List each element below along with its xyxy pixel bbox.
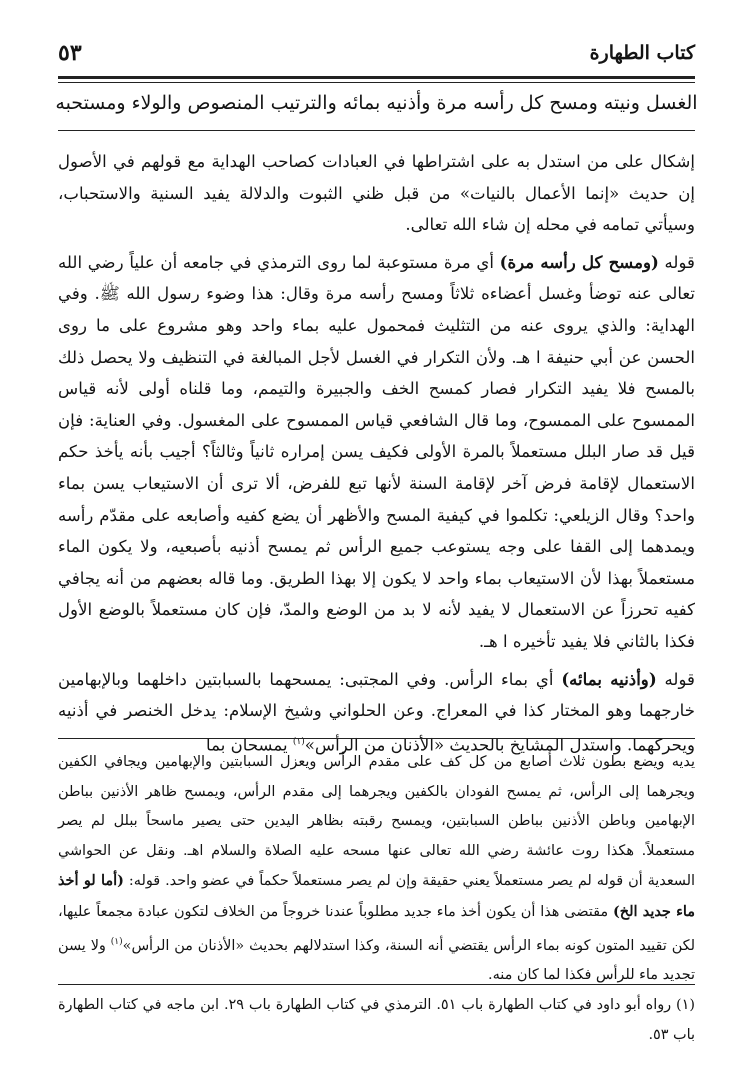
footnote-number: (١)	[676, 997, 695, 1013]
footnote-text: رواه أبو داود في كتاب الطهارة باب ٥١. الترمذي في كتاب الطهارة باب ٢٩. ابن ماجه في كتاب الطهارة باب ٥٣.	[58, 997, 695, 1043]
page-number: ٥٣	[58, 40, 82, 66]
hashiya-paragraph	[58, 748, 695, 991]
commentary-paragraph-1: إشكال على من استدل به على اشتراطها في العبادات كصاحب الهداية مع قولهم في الأصول إن حديث «إنما الأعمال بالنيات» من قبل ظني الثبوت والدلالة يفيد السنية والاستحباب، وسيأتي تمامه في محله إن شاء الله تعالى.	[58, 152, 695, 235]
running-header	[58, 36, 695, 76]
header-rule	[58, 76, 695, 79]
paragraph-text: أي مرة مستوعبة لما روى الترمذي في جامعه أن علياً رضي الله تعالى عنه توضأ وغسل أعضاءه ثلاثاً ومسح رأسه مرة وقال: هذا وضوء رسول الله ﷺ. وفي الهداية: والذي يروى عنه من التثليث فمحمول عليه بماء واحد وهو مشروع على ما روى الحسن عن أبي حنيفة ا هـ. ولأن التكرار في الغسل لأجل المبالغة في التنظيف ولا يحصل ذلك بالمسح فلا يفيد التكرار فصار كمسح الخف والجبيرة والتيمم، وما قلناه أولى لأنه قياس الممسوح على الممسوح، وما قال الشافعي قياس الممسوح على المغسول. وفي العناية: فإن قيل قد صار البلل مستعملاً بالمرة الأولى فكيف يسن إمراره ثانياً وثالثاً؟ أجيب بأنه يأخذ حكم الاستعمال لإقامة فرض آخر لإقامة السنة لأنها تبع للفرض، ألا ترى أن الاستيعاب يسن بماء واحد؟ وقال الزيلعي: تكلموا في كيفية المسح والأظهر أن يضع كفيه وأصابعه على مقدّم رأسه ويمدهما إلى القفا على وجه يستوعب جميع الرأس ثم يمسح أذنيه بأصبعيه، ولا يكون الماء مستعملاً بهذا لأن الاستيعاب بماء واحد لا يكون إلا بهذا الطريق. وما قاله بعضهم من أنه يجافي كفيه تحرزاً عن الاستعمال لا يفيد لأنه لا بد من الوضع والمدّ، فإن كان مستعملاً بالوضع الأول فكذا بالثاني فلا يفيد تأخيره ا هـ.	[58, 252, 695, 651]
quoted-matn: (أما لو أخذ ماء جديد الخ)	[58, 872, 696, 920]
footnote-rule	[58, 984, 695, 985]
paragraph-text: يمسحان بما	[206, 735, 288, 755]
hashiya-text-part: ولا يسن تجديد ماء للرأس فكذا لما كان منه.	[58, 937, 695, 983]
commentary-paragraph-3	[58, 664, 695, 761]
commentary-paragraph-2	[58, 247, 695, 658]
hashiya-rule	[58, 738, 695, 739]
footnote	[58, 990, 695, 1050]
paragraph-lead: قوله	[664, 252, 695, 272]
hashiya-text-part: مقتضى هذا أن يكون أخذ ماء جديد مطلوباً عندنا خروجاً من الخلاف لتكون عبادة مجمعاً عليها، لكن تقييد المتون كونه بماء الرأس يقتضي أنه السنة، وكذا استدلالهم بحديث «الأذنان من الرأس»	[58, 903, 695, 954]
commentary-body	[58, 146, 695, 761]
footnote-ref[interactable]: (١)	[110, 936, 123, 947]
hashiya-text	[58, 748, 695, 991]
footnote-line	[58, 990, 695, 1050]
hashiya-text-part: يديه ويضع بطون ثلاث أصابع من كل كف على مقدم الرأس ويعزل السبابتين والإبهامين ويجافي الكفين ويجرهما إلى الرأس، ثم يمسح الفودان بالكفين ويجرهما إلى مقدم الرأس، ويمسح ظاهر الأذنين بباطن الإبهامين وباطن الأذنين بباطن السبابتين، ويمسح رقبته بظاهر اليدين حتى يصير ماسحاً ببلل لم يصر مستعملاً. هكذا روت عائشة رضي الله تعالى عنها مسحه عليه الصلاة والسلام اهـ. ونقل عن الحواشي السعدية أن قوله لم يصر مستعملاً يعني حقيقة وإن لم يصر مستعملاً حكماً في عضو واحد. قوله:	[58, 754, 696, 890]
paragraph-lead: قوله	[664, 669, 695, 689]
quoted-matn: (ومسح كل رأسه مرة)	[499, 251, 659, 272]
matn-rule	[58, 130, 695, 131]
matn-text: الغسل ونيته ومسح كل رأسه مرة وأذنيه بمائه والترتيب المنصوص والولاء ومستحبه	[55, 92, 698, 114]
footnote-ref[interactable]: (١)	[292, 736, 305, 747]
paragraph-text: أي بماء الرأس. وفي المجتبى: يمسحهما بالسبابتين داخلهما وبالإبهامين خارجهما وهو المختار كذا في المعراج. وعن الحلواني وشيخ الإسلام: يدخل الخنصر في أذنيه ويحركهما. واستدل المشايخ بالحديث «الأذنان من الرأس»	[58, 669, 695, 755]
chapter-title: كتاب الطهارة	[589, 42, 695, 64]
quoted-matn: (وأذنيه بمائه)	[561, 668, 657, 689]
